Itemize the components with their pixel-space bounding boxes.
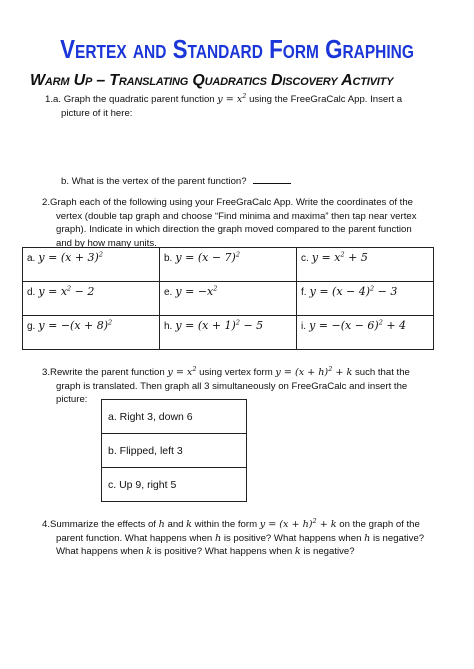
grid-cell: [23, 248, 160, 282]
q4-line3: What happens when k is positive? What happens when k is negative?: [56, 546, 355, 557]
q2-line3: graph). Indicate in which direction the graph moved compared to the parent function: [56, 224, 412, 235]
q1b-text: What is the vertex of the parent function?: [71, 176, 247, 187]
q3-text-b: using vertex form: [199, 367, 273, 378]
q1a-text-after: using the FreeGraCalc App. Insert a: [249, 94, 403, 105]
grid-cell-equation: $y = x^2 - 2$: [38, 284, 95, 298]
question-2: [42, 196, 442, 250]
grid-row: [23, 316, 434, 350]
q1a-parent-function: $y = x^2$: [217, 91, 247, 105]
grid-cell-equation: $y = -x^2$: [175, 284, 218, 298]
grid-cell-letter: b.: [164, 253, 173, 264]
q3-label: 3.: [42, 367, 51, 378]
q1b-answer-blank[interactable]: [253, 174, 291, 184]
page-subtitle: Warm Up – Translating Quadratics Discovery Activity: [30, 72, 394, 89]
grid-cell-equation: $y = (x + 3)^2$: [38, 250, 103, 264]
grid-cell-letter: d.: [27, 287, 36, 298]
translation-c: c. Up 9, right 5: [102, 468, 247, 502]
translation-table: [101, 399, 247, 502]
grid-cell-equation: $y = -(x + 8)^2$: [38, 318, 113, 332]
grid-cell: [160, 248, 297, 282]
grid-cell: [160, 316, 297, 350]
q4-line2: parent function. What happens when h is positive? What happens when h is negative?: [56, 532, 425, 544]
grid-cell-letter: e.: [164, 287, 173, 298]
grid-cell: [297, 282, 434, 316]
equation-grid: [22, 247, 434, 350]
grid-row: [23, 282, 434, 316]
grid-cell: [297, 248, 434, 282]
q1a-line2: picture of it here:: [61, 107, 133, 119]
q2-line4: and by how many units.: [56, 237, 157, 249]
q3-line3: picture:: [56, 394, 88, 405]
grid-cell: [23, 282, 160, 316]
q4-label: 4.: [42, 519, 51, 530]
q1a-text-before: Graph the quadratic parent function: [63, 94, 215, 105]
translation-a: a. Right 3, down 6: [102, 400, 247, 434]
grid-cell-letter: i.: [301, 321, 306, 332]
grid-cell-letter: a.: [27, 253, 36, 264]
question-4: [42, 518, 454, 559]
q3-vertex-form: $y = (x + h)^2 + k$: [275, 364, 353, 378]
q2-line1: Graph each of the following using your FreeGraCalc App. Write the coordinates of the: [50, 197, 413, 208]
grid-cell: [23, 316, 160, 350]
q2-label: 2.: [42, 197, 51, 208]
grid-row: [23, 248, 434, 282]
q4-k-var: k: [186, 519, 192, 530]
grid-cell-equation: $y = (x - 4)^2 - 3$: [309, 284, 398, 298]
q2-line2: vertex (double tap graph and choose “Find minima and maxima” then tap near vertex: [56, 210, 417, 222]
grid-cell-equation: $y = (x + 1)^2 - 5$: [175, 318, 264, 332]
page-title: Vertex and Standard Form Graphing: [60, 34, 414, 64]
q4-text-a: Summarize the effects of: [50, 519, 156, 530]
grid-cell: [297, 316, 434, 350]
q3-text-c: such that the: [354, 367, 410, 378]
grid-cell-letter: g.: [27, 321, 36, 332]
grid-cell: [160, 282, 297, 316]
q1b-label: b.: [61, 176, 70, 187]
q1a-label: 1.a.: [45, 94, 62, 105]
grid-cell-letter: f.: [301, 287, 307, 298]
grid-cell-letter: h.: [164, 321, 173, 332]
q4-text-b: within the form: [194, 519, 258, 530]
grid-cell-equation: $y = x^2 + 5$: [311, 250, 368, 264]
grid-cell-equation: $y = -(x - 6)^2 + 4$: [309, 318, 407, 332]
question-1a: [45, 93, 445, 120]
q3-parent-function: $y = x^2$: [167, 364, 197, 378]
grid-cell-letter: c.: [301, 253, 309, 264]
q3-text-a: Rewrite the parent function: [50, 367, 165, 378]
q3-line2: graph is translated. Then graph all 3 simultaneously on FreeGraCalc and insert the: [56, 380, 408, 392]
grid-cell-equation: $y = (x - 7)^2$: [175, 250, 240, 264]
q4-vertex-form: $y = (x + h)^2 + k$: [259, 516, 337, 530]
q4-and: and: [167, 519, 184, 530]
q4-h-var: h: [158, 519, 165, 530]
question-1b: [61, 174, 441, 189]
translation-b: b. Flipped, left 3: [102, 434, 247, 468]
q4-text-c: on the graph of the: [339, 519, 420, 530]
